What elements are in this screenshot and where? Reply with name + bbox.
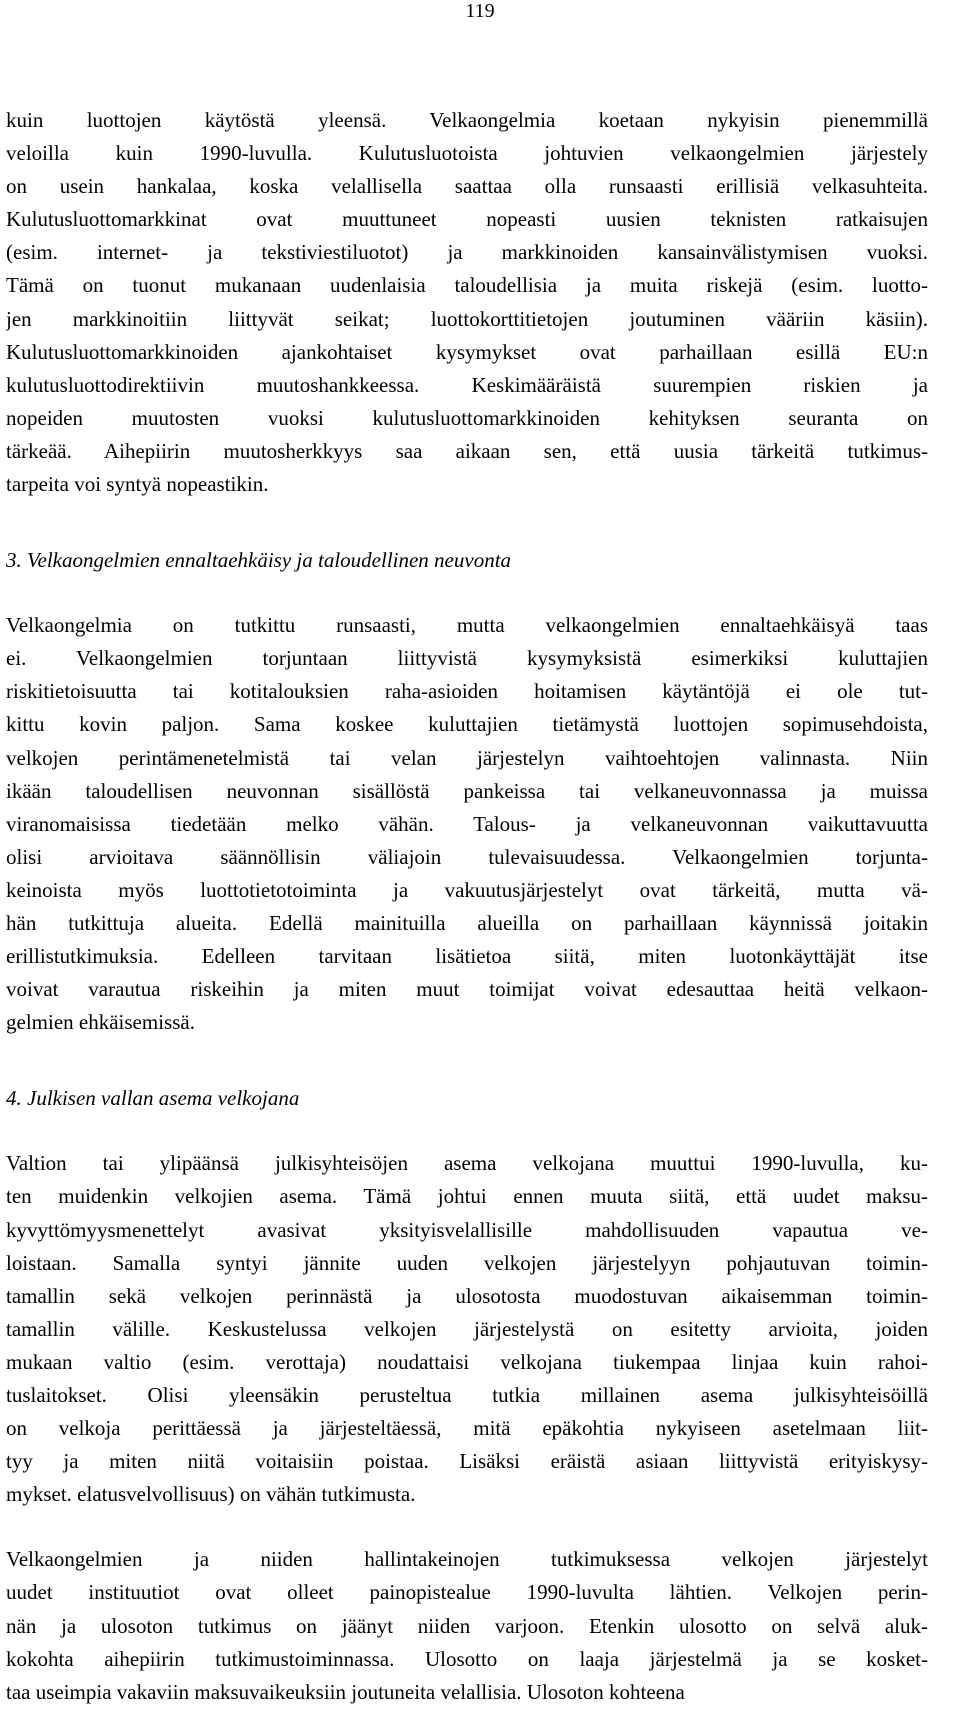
paragraph <box>6 609 928 1039</box>
text-line: jen markkinoitiin liittyvät seikat; luottokorttitietojen joutuminen vääriin käsiin). <box>6 306 928 331</box>
text-line: nopeiden muutosten vuoksi kulutusluottomarkkinoiden kehityksen seuranta on <box>6 405 928 430</box>
text-line: on usein hankalaa, koska velallisella saattaa olla runsaasti erillisiä velkasuhteita. <box>6 174 928 199</box>
section-heading: 4. Julkisen vallan asema velkojana <box>6 1086 300 1111</box>
text-line: taa useimpia vakaviin maksuvaikeuksiin joutuneita velallisia. Ulosoton kohteena <box>6 1679 685 1704</box>
text-line: nän ja ulosoton tutkimus on jäänyt niiden varjoon. Etenkin ulosotto on selvä aluk- <box>6 1613 928 1638</box>
text-line: kittu kovin paljon. Sama koskee kuluttajien tietämystä luottojen sopimusehdoista, <box>6 712 928 737</box>
text-line: kulutusluottodirektiivin muutoshankkeessa. Keskimääräistä suurempien riskien ja <box>6 372 928 397</box>
text-line: kuin luottojen käytöstä yleensä. Velkaongelmia koetaan nykyisin pienemmillä <box>6 108 928 132</box>
text-line: riskitietoisuutta tai kotitalouksien raha-asioiden hoitamisen käytäntöjä ei ole tut- <box>6 679 928 704</box>
page-number: 119 <box>465 0 495 22</box>
spacer <box>6 1115 928 1147</box>
text-line: on velkoja perittäessä ja järjesteltäessä, mitä epäkohtia nykyiseen asetelmaan liit- <box>6 1416 928 1441</box>
text-line: Kulutusluottomarkkinoiden ajankohtaiset kysymykset ovat parhaillaan esillä EU:n <box>6 339 928 364</box>
text-line: velkojen perintämenetelmistä tai velan järjestelyn vaihtoehtojen valinnasta. Niin <box>6 745 928 770</box>
page-body <box>6 104 928 1709</box>
text-line: veloilla kuin 1990-luvulla. Kulutusluotoista johtuvien velkaongelmien järjestely <box>6 141 928 166</box>
text-line: Velkaongelmien ja niiden hallintakeinojen tutkimuksessa velkojen järjestelyt <box>6 1547 928 1572</box>
text-line: erillistutkimuksia. Edelleen tarvitaan lisätietoa siitä, miten luotonkäyttäjät itse <box>6 944 928 969</box>
text-line: gelmien ehkäisemissä. <box>6 1010 195 1035</box>
spacer <box>6 1039 928 1082</box>
text-line: tamallin sekä velkojen perinnästä ja ulosotosta muodostuvan aikaisemman toimin- <box>6 1283 928 1308</box>
text-line: keinoista myös luottotietotoiminta ja vakuutusjärjestelyt ovat tärkeitä, mutta vä- <box>6 877 928 902</box>
text-line: Kulutusluottomarkkinat ovat muuttuneet nopeasti uusien teknisten ratkaisujen <box>6 207 928 232</box>
text-line: tyy ja miten niitä voitaisiin poistaa. Lisäksi eräistä asiaan liittyvistä erityiskysy- <box>6 1449 928 1474</box>
text-line: ten muidenkin velkojien asema. Tämä johtui ennen muuta siitä, että uudet maksu- <box>6 1184 928 1209</box>
text-line: ikään taloudellisen neuvonnan sisällöstä pankeissa tai velkaneuvonnassa ja muissa <box>6 778 928 803</box>
spacer <box>6 577 928 609</box>
paragraph <box>6 1147 928 1511</box>
text-line: voivat varautua riskeihin ja miten muut toimijat voivat edesauttaa heitä velkaon- <box>6 977 928 1002</box>
text-line: Velkaongelmia on tutkittu runsaasti, mutta velkaongelmien ennaltaehkäisyä taas <box>6 613 928 638</box>
text-line: mukaan valtio (esim. verottaja) noudattaisi velkojana tiukempaa linjaa kuin rahoi- <box>6 1349 928 1374</box>
text-line: kyvyttömyysmenettelyt avasivat yksityisvelallisille mahdollisuuden vapautua ve- <box>6 1217 928 1242</box>
text-line: loistaan. Samalla syntyi jännite uuden velkojen järjestelyyn pohjautuvan toimin- <box>6 1250 928 1275</box>
text-line: tamallin välille. Keskustelussa velkojen järjestelystä on esitetty arvioita, joiden <box>6 1316 928 1341</box>
text-line: tärkeää. Aihepiirin muutosherkkyys saa aikaan sen, että uusia tärkeitä tutkimus- <box>6 438 928 463</box>
text-line: Valtion tai ylipäänsä julkisyhteisöjen asema velkojana muuttui 1990-luvulla, ku- <box>6 1151 928 1176</box>
text-line: tarpeita voi syntyä nopeastikin. <box>6 472 269 497</box>
paragraph <box>6 1543 928 1708</box>
text-line: uudet instituutiot ovat olleet painopistealue 1990-luvulta lähtien. Velkojen perin- <box>6 1580 928 1605</box>
text-line: hän tutkittuja alueita. Edellä mainituilla alueilla on parhaillaan käynnissä joitakin <box>6 910 928 935</box>
paragraph <box>6 104 928 501</box>
text-line: kokohta aihepiirin tutkimustoiminnassa. Ulosotto on laaja järjestelmä ja se kosket- <box>6 1646 928 1671</box>
text-line: viranomaisissa tiedetään melko vähän. Talous- ja velkaneuvonnan vaikuttavuutta <box>6 811 928 836</box>
text-line: ei. Velkaongelmien torjuntaan liittyvistä kysymyksistä esimerkiksi kuluttajien <box>6 646 928 671</box>
text-line: tuslaitokset. Olisi yleensäkin perusteltua tutkia millainen asema julkisyhteisöillä <box>6 1383 928 1407</box>
spacer <box>6 1511 928 1543</box>
text-line: Tämä on tuonut mukanaan uudenlaisia taloudellisia ja muita riskejä (esim. luotto- <box>6 273 928 298</box>
text-line: olisi arvioitava säännöllisin väliajoin tulevaisuudessa. Velkaongelmien torjunta- <box>6 844 928 869</box>
spacer <box>6 501 928 544</box>
text-line: (esim. internet- ja tekstiviestiluotot) ja markkinoiden kansainvälistymisen vuoksi. <box>6 240 928 265</box>
section-heading: 3. Velkaongelmien ennaltaehkäisy ja taloudellinen neuvonta <box>6 548 512 573</box>
text-line: mykset. elatusvelvollisuus) on vähän tutkimusta. <box>6 1482 416 1507</box>
